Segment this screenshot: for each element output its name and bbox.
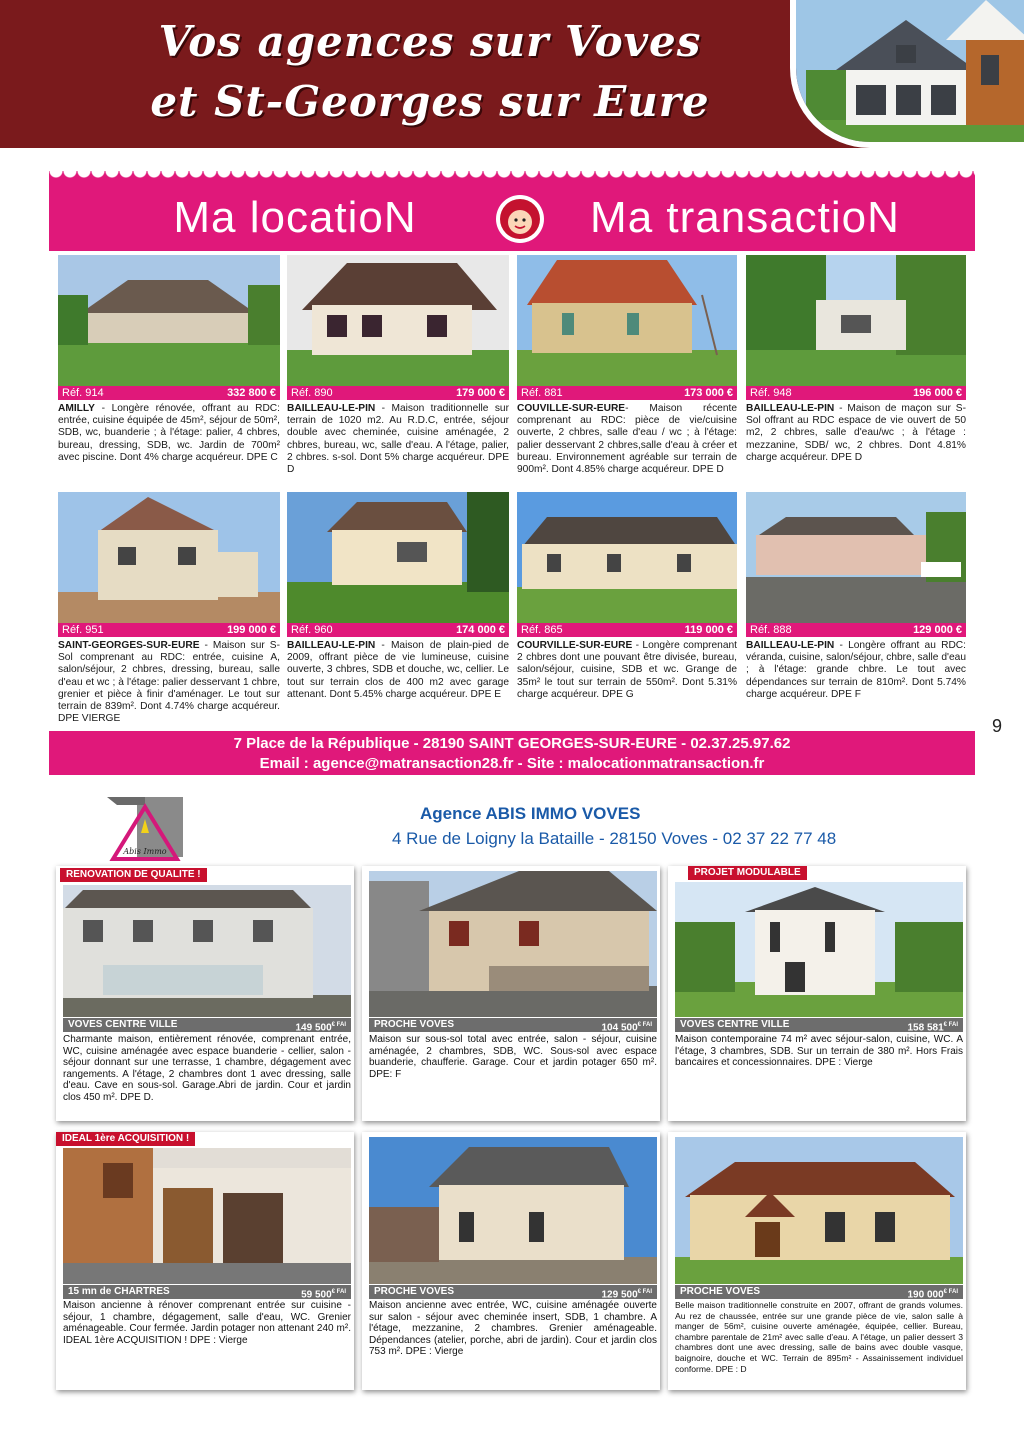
brand-ma-location: Ma locatioN [173, 193, 417, 242]
listing-card[interactable] [58, 255, 280, 473]
city: BAILLEAU-LE-PIN [746, 640, 835, 651]
listing-photo [287, 492, 509, 623]
location-bar [675, 1018, 963, 1032]
ref-bar [746, 623, 966, 637]
listing-photo [369, 871, 657, 1017]
banner-scallop-edge [49, 171, 975, 185]
price: 179 000 € [456, 387, 505, 399]
listing-description: Maison sur sous-sol total avec entrée, salon - séjour, cuisine aménagée, 2 chambres, SDB, WC. Sous-sol avec espace buanderie, chaufferie. Garage. Cour et jardin potager 650 m². DPE: F [369, 1034, 657, 1080]
listing-description [287, 640, 509, 725]
location-bar [63, 1285, 351, 1299]
header-house-photo [790, 0, 1024, 148]
listing-card[interactable] [287, 492, 509, 725]
price: 158 581 [907, 1022, 944, 1034]
listing-card[interactable] [362, 1132, 660, 1390]
ref-bar [517, 623, 737, 637]
listing-photo [58, 255, 280, 386]
listing-description: Maison contemporaine 74 m² avec séjour-salon, cuisine, WC. A l'étage, 3 chambres, SDB. Sur un terrain de 380 m². Hors Frais bancaires et concessionnaires. DPE : Vierge [675, 1034, 963, 1069]
price-suffix: € FAI [943, 1289, 958, 1295]
listing-photo [746, 255, 966, 386]
listing-card[interactable] [517, 255, 737, 476]
city: BAILLEAU-LE-PIN [287, 640, 376, 651]
listing-card[interactable] [362, 866, 660, 1121]
agency-contact-bar [49, 731, 975, 775]
price: 149 500 [295, 1022, 332, 1034]
ref-bar [58, 623, 280, 637]
listing-photo [675, 1137, 963, 1284]
listing-photo [675, 882, 963, 1017]
listing-photo [746, 492, 966, 623]
city: SAINT-GEORGES-SUR-EURE [58, 640, 200, 651]
abis-agency-address: 4 Rue de Loigny la Bataille - 28150 Voves - 02 37 22 77 48 [392, 829, 837, 848]
ref-number: Réf. 888 [750, 624, 792, 636]
price: 129 500 [601, 1289, 638, 1301]
page-number: 9 [992, 716, 1003, 736]
price: 104 500 [601, 1022, 638, 1034]
ref-number: Réf. 865 [521, 624, 563, 636]
city: COURVILLE-SUR-EURE [517, 640, 633, 651]
title-line-2: et St-Georges sur Eure [150, 77, 710, 126]
ref-number: Réf. 881 [521, 387, 563, 399]
mascot-face-icon [495, 194, 545, 244]
abis-agency-name: Agence ABIS IMMO VOVES [420, 804, 641, 823]
ref-number: Réf. 890 [291, 387, 333, 399]
location: PROCHE VOVES [374, 1019, 455, 1030]
ref-bar [287, 623, 509, 637]
listing-card[interactable] [668, 1132, 966, 1390]
listing-description [746, 640, 966, 725]
listing-card[interactable] [287, 255, 509, 476]
description-text: - Longère offrant au RDC: véranda, cuisine, salon/séjour, chbre, salle d'eau ; à l'étage: grande chbre. Le tout avec dépendances sur terrain de 810m². Dont 5.74% charge acquéreur. DPE F [746, 640, 966, 700]
ref-number: Réf. 948 [750, 387, 792, 399]
listing-description: Charmante maison, entièrement rénovée, comprenant entrée, WC, cuisine aménagée avec espace buanderie - cellier, salon - séjour donnant sur une terrasse, 1 chambre, dégagement avec rangements. A l'étage, 2 chambres dont 1 avec dressing, salle d'eau. Cave en sous-sol. Garage.Abri de jardin. Cour et jardin clos 450 m². DPE D. [63, 1034, 351, 1103]
ref-number: Réf. 960 [291, 624, 333, 636]
listing-description [746, 403, 966, 473]
abis-logo-text: Abis Immo [123, 847, 167, 856]
price-suffix: € FAI [331, 1289, 346, 1295]
listing-description [517, 403, 737, 476]
location-bar [369, 1285, 657, 1299]
listing-photo [517, 255, 737, 386]
description-text: - Longère rénovée, offrant au RDC: entrée, cuisine équipée de 45m², séjour de 50m², SDB, wc, buanderie ; à l'étage: palier, 4 chbres, bureau, dressing, SDB, wc. Jardin de 700m² avec piscine. Dont 4% charge acquéreur. DPE C [58, 403, 280, 463]
price-suffix: € FAI [637, 1022, 652, 1028]
description-text: - Maison sur S-Sol comprenant au RDC: entrée, cuisine A, salon/séjour, 2 chbres, dressing, bureau, salle d'eau et wc ; à l'étage: palier desservant 1 chbre, grenier et pièce à finir d'aménager. Le tout sur terrain de 839m². Dont 4.74% charge acquéreur. DPE VIERGE [58, 640, 280, 725]
listing-description [58, 403, 280, 473]
city: BAILLEAU-LE-PIN [746, 403, 835, 414]
agency-address-phone: 7 Place de la République - 28190 SAINT GEORGES-SUR-EURE - 02.37.25.97.62 [233, 735, 791, 752]
listing-photo [517, 492, 737, 623]
listing-card[interactable] [58, 492, 280, 725]
ref-bar [517, 386, 737, 400]
listing-tag: IDEAL 1ère ACQUISITION ! [56, 1132, 195, 1146]
listing-description: Maison ancienne à rénover comprenant entrée sur cuisine - séjour, 1 chambre, dégagement, salle d'eau, WC. Grenier aménageable. Cour fermée. Jardin potager non attenant 240 m². IDEAL 1ère ACQUISITION ! DPE : Vierge [63, 1300, 351, 1346]
price-suffix: € FAI [943, 1022, 958, 1028]
listing-card[interactable] [746, 255, 966, 473]
listing-description: Belle maison traditionnelle construite en 2007, offrant de grands volumes. Au rez de chaussée, entrée sur une grande pièce de vie, salon salle à manger de 56m², cuisine ouverte aménagée, équipée, cellier. Bureau, chambre parentale de 21m² avec salle d'eau. A l'étage, un palier dessert 3 chambres dont une avec dressing, salle de bains avec double vasque, baignoire, douche et WC. Terrain de 895m² - Assainissement individuel conforme. DPE : D [675, 1300, 963, 1374]
listing-description: Maison ancienne avec entrée, WC, cuisine aménagée ouverte sur salon - séjour avec cheminée insert, SDB, 1 chambre. A l'étage, mezzanine, 2 chambres. Grenier aménageable. Dépendances (atelier, porche, abri de jardin). Cour et jardin clos 753 m². DPE : Vierge [369, 1300, 657, 1358]
listing-photo [287, 255, 509, 386]
listing-photo [58, 492, 280, 623]
price: 119 000 € [684, 624, 733, 636]
brand-ma-transaction: Ma transactioN [590, 193, 900, 242]
city: BAILLEAU-LE-PIN [287, 403, 376, 414]
title-line-1: Vos agences sur Voves [158, 17, 702, 66]
listing-card[interactable] [56, 1132, 354, 1390]
location-bar [675, 1285, 963, 1299]
listing-description [517, 640, 737, 725]
agency-email-site: Email : agence@matransaction28.fr - Site : malocationmatransaction.fr [259, 755, 765, 772]
listing-card[interactable] [746, 492, 966, 725]
description-text: - Maison de maçon sur S-Sol offrant au RDC espace de vie ouvert de 50 m2, 2 chbres, salle d'eau/wc ; à l'étage : mezzanine, SDB/ wc, 2 chbres. Dont 4.81% charge acquéreur. DPE D [746, 403, 966, 463]
description-text: - Maison traditionnelle sur terrain de 1020 m2. Au R.D.C, entrée, séjour double avec cheminée, cuisine aménagée, 2 chbres, bureau, wc, salle d'eau. A l'étage, palier, 2 chbres. s-sol. Dont 5% charge acquéreur. DPE D [287, 403, 509, 476]
price: 332 800 € [227, 387, 276, 399]
listing-photo [369, 1137, 657, 1284]
price: 129 000 € [913, 624, 962, 636]
listing-card[interactable] [517, 492, 737, 725]
ref-bar [287, 386, 509, 400]
price-suffix: € FAI [637, 1289, 652, 1295]
listing-tag: PROJET MODULABLE [688, 866, 807, 880]
listing-card[interactable] [56, 866, 354, 1121]
page-title [110, 12, 750, 132]
ref-bar [746, 386, 966, 400]
location-bar [63, 1018, 351, 1032]
ref-bar [58, 386, 280, 400]
listing-card[interactable] [668, 866, 966, 1121]
price: 174 000 € [456, 624, 505, 636]
listing-photo [63, 1148, 351, 1284]
location: VOVES CENTRE VILLE [68, 1019, 178, 1030]
ref-number: Réf. 914 [62, 387, 104, 399]
ref-number: Réf. 951 [62, 624, 104, 636]
location: PROCHE VOVES [374, 1286, 455, 1297]
listing-description [58, 640, 280, 725]
location: PROCHE VOVES [680, 1286, 761, 1297]
price: 199 000 € [227, 624, 276, 636]
city: COUVILLE-SUR-EURE [517, 403, 626, 414]
location: 15 mn de CHARTRES [68, 1286, 170, 1297]
city: AMILLY [58, 403, 95, 414]
abis-immo-logo [107, 797, 183, 865]
description-text: - Longère comprenant 2 chbres dont une pouvant être divisée, bureau, salon/séjour, cuisine, SDB et wc. Grange de 35m² le tout sur terrain de 550m². Dont 5.31% charge acquéreur. DPE G [517, 640, 737, 700]
price: 190 000 [907, 1289, 944, 1301]
price: 196 000 € [913, 387, 962, 399]
price: 59 500 [301, 1289, 332, 1301]
price: 173 000 € [684, 387, 733, 399]
description-text: - Maison récente comprenant au RDC: pièce de vie/cuisine ouverte, 2 chbres, salle d'eau / wc ; à l'étage: palier desservant 2 chbres,salle d'eau à créer et bureau. Environnement agréable sur terrain de 900m². Dont 4.85% charge acquéreur. DPE D [517, 403, 737, 476]
listing-description [287, 403, 509, 476]
price-suffix: € FAI [331, 1022, 346, 1028]
listing-tag: RENOVATION DE QUALITE ! [60, 868, 207, 882]
location: VOVES CENTRE VILLE [680, 1019, 790, 1030]
location-bar [369, 1018, 657, 1032]
listing-photo [63, 885, 351, 1017]
description-text: - Maison de plain-pied de 2009, offrant pièce de vie lumineuse, cuisine ouverte, 3 chbres, SDB et douche, wc, cellier. Le tout sur terrain clos de 400 m2 avec garage attenant. Dont 5.45% charge acquéreur. DPE E [287, 640, 509, 700]
